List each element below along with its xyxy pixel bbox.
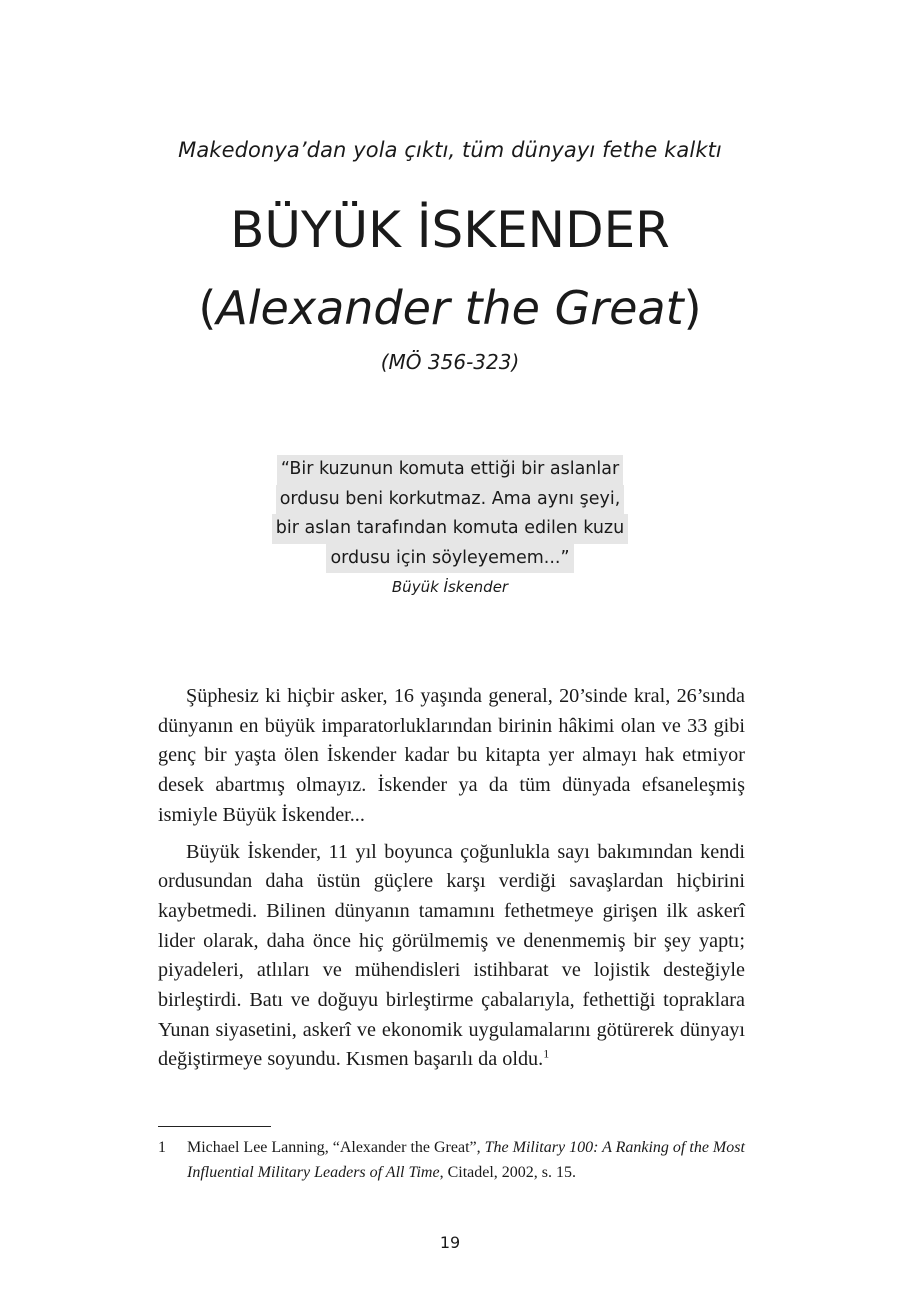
epigraph-line: ordusu için söyleyemem...” (326, 544, 573, 574)
body-paragraph (158, 682, 745, 831)
subtitle-close-paren: ) (683, 281, 702, 335)
footnote-divider (158, 1126, 271, 1127)
life-dates: (MÖ 356-323) (380, 350, 520, 374)
footnote-publisher-part: , Citadel, 2002, s. 15. (439, 1164, 577, 1181)
body-text (158, 682, 745, 1082)
footnote-number: 1 (158, 1139, 166, 1156)
paragraph-2-text: Büyük İskender, 11 yıl boyunca çoğunlukla sayı bakımından kendi ordusundan daha üstün güçlere karşı verdiği savaşlardan hiçbirini kaybetmedi. Bilinen dünyanın tamamını fethetmeye girişen ilk askerî lider olarak, daha önce hiç görülmemiş ve denenmemiş bir şey yaptı; piyadeleri, atlıları ve mühendisleri istihbarat ve lojistik desteğiyle birleştirdi. Batı ve doğuyu birleştirme çabalarıyla, fethettiği topraklara Yunan siyasetini, askerî ve ekonomik uygulamalarını götürerek dünyayı değiştirmeye soyundu. Kısmen başarılı da oldu. (158, 840, 745, 1071)
epigraph-line: bir aslan tarafından komuta edilen kuzu (272, 514, 628, 544)
epigraph-attribution: Büyük İskender (391, 578, 509, 596)
chapter-kicker: Makedonya’dan yola çıktı, tüm dünyayı fethe kalktı (178, 138, 722, 162)
subtitle-open-paren: ( (198, 281, 217, 335)
footnote-author-part: Michael Lee Lanning, “Alexander the Great”, (187, 1139, 485, 1156)
footnote-text (187, 1135, 748, 1185)
subtitle-english-name: Alexander the Great (216, 281, 684, 335)
epigraph-quote (0, 455, 900, 573)
footnote-reference[interactable]: 1 (543, 1046, 550, 1061)
footnote-book-title: The Military 100: A Ranking of the Most Influential Military Leaders of All Time (187, 1139, 745, 1181)
body-paragraph (158, 838, 745, 1076)
paragraph-1-text: Şüphesiz ki hiçbir asker, 16 yaşında general, 20’sinde kral, 26’sında dünyanın en büyük imparatorluklarından birinin hâkimi olan ve 33 gibi genç bir yaşta ölen İskender kadar bu kitapta yer almayı hak etmiyor desek abartmış olmayız. İskender ya da tüm dünyada efsaneleşmiş ismiyle Büyük İskender... (158, 685, 745, 826)
chapter-title: BÜYÜK İSKENDER (230, 201, 670, 259)
epigraph-line: ordusu beni korkutmaz. Ama aynı şeyi, (276, 485, 625, 515)
page-number: 19 (439, 1233, 461, 1252)
epigraph-line: “Bir kuzunun komuta ettiği bir aslanlar (277, 455, 623, 485)
chapter-subtitle (0, 274, 900, 342)
footnote (158, 1135, 748, 1185)
